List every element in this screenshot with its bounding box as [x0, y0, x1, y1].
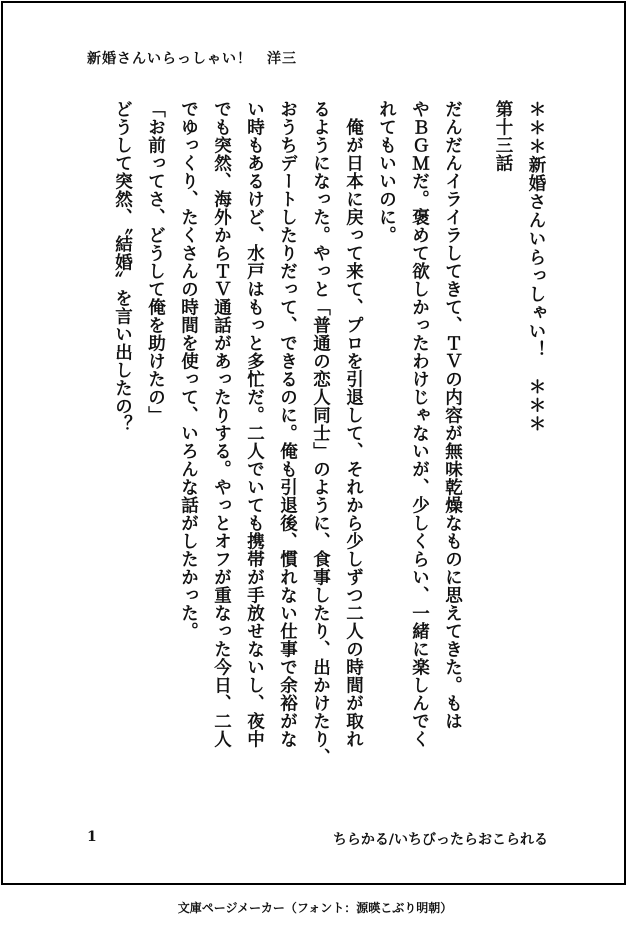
text-line: でも突然、海外からＴＶ通話があったりする。やっとオフが重なった今日、二人 — [211, 100, 232, 748]
text-line: 俺が日本に戻って来て、プロを引退して、それから少しずつ二人の時間が取れ — [343, 100, 364, 748]
page-number: 1 — [87, 829, 97, 845]
text-line: るようになった。やっと「普通の恋人同士」のように、食事したり、出かけたり、 — [310, 100, 331, 766]
text-line: れてもいいのに。 — [376, 100, 397, 244]
text-line: おうちデートしたりだって、できるのに。俺も引退後、慣れない仕事で余裕がな — [277, 100, 298, 748]
footer-author: ちらかる/いちびったらおこられる — [332, 832, 548, 848]
text-line: どうして突然、〝結婚〟を言い出したの？ — [112, 100, 133, 434]
body-text — [106, 100, 553, 820]
page-frame — [1, 1, 626, 885]
text-line: だんだんイライラしてきて、ＴＶの内容が無味乾燥なものに思えてきた。もは — [442, 100, 463, 730]
text-line: でゆっくり、たくさんの時間を使って、いろんな話がしたかった。 — [178, 100, 199, 640]
running-header: 新婚さんいらっしゃい！ 洋三 — [87, 51, 297, 67]
text-line: 「お前ってさ、どうして俺を助けたの」 — [145, 100, 166, 424]
blank-line — [469, 100, 487, 820]
text-line: い時もあるけど、水戸はもっと多忙だ。二人でいても携帯が手放せないし、夜中 — [244, 100, 265, 748]
text-line: やＢＧＭだ。褒めて欲しかったわけじゃないが、少しくらい、一緒に楽しんでく — [409, 100, 430, 748]
episode-title: 第十三話 — [493, 100, 513, 172]
chapter-title: ＊＊＊新婚さんいらっしゃい！ ＊＊＊ — [526, 100, 546, 433]
generator-caption: 文庫ページメーカー（フォント：源暎こぶり明朝） — [177, 901, 453, 915]
